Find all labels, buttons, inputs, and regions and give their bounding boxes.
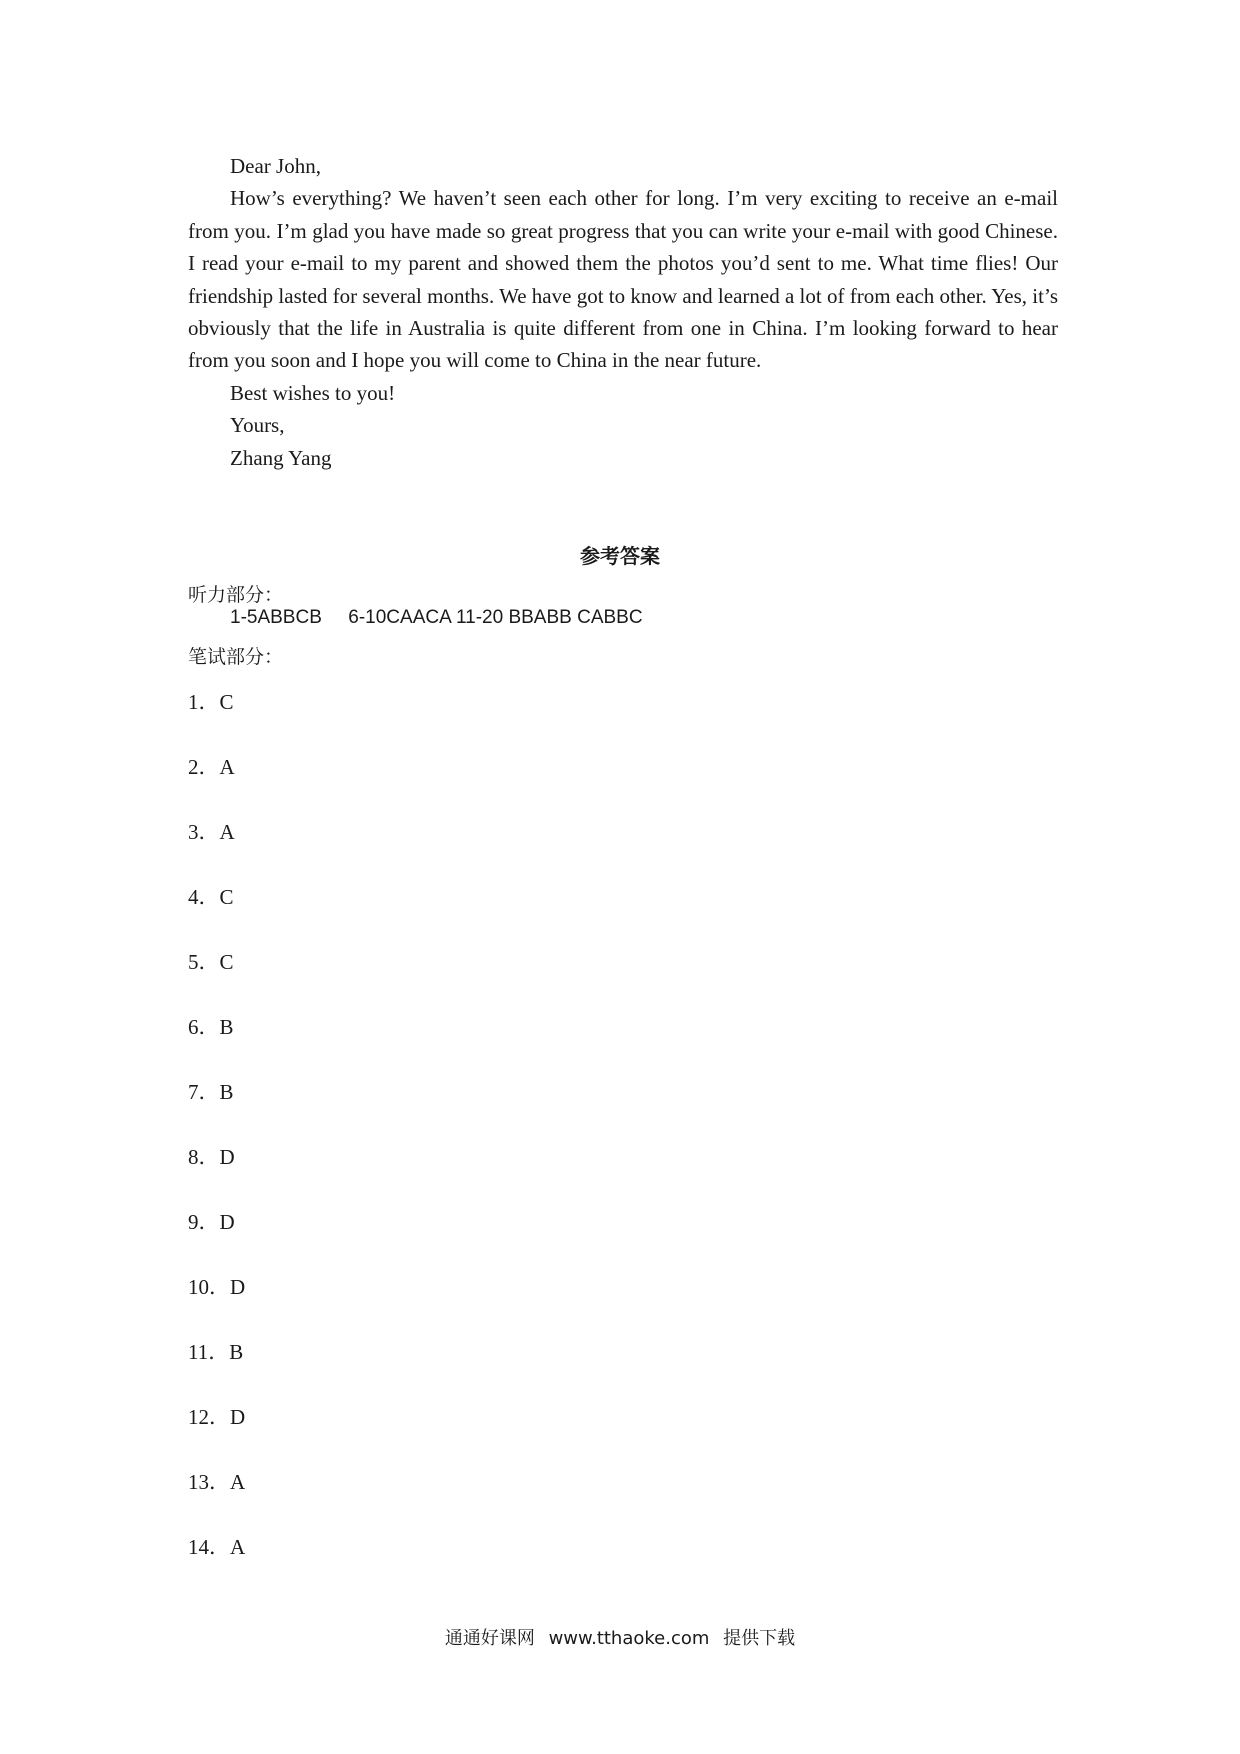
letter-greeting: Dear John, (230, 154, 321, 178)
answer-item: 11．B (188, 1340, 244, 1364)
listening-answers: 1-5ABBCB 6-10CAACA 11-20 BBABB CABBC (230, 607, 643, 628)
answer-item: 9．D (188, 1210, 235, 1234)
letter-signature: Zhang Yang (230, 445, 332, 470)
answer-item: 1．C (188, 690, 234, 714)
footer-site-name: 通通好课网 (444, 1628, 535, 1649)
answer-item: 3．A (188, 820, 235, 844)
letter-body: How’s everything? We haven’t seen each other for long. I’m very exciting to receive an e-mail from you. I’m glad you have made so great progress that you can write your e-mail with good Chinese. I read your e-mail to my parent and showed them the photos you’d sent to me. What time flies! Our friendship lasted for several months. We have got to know and learned a lot of from each other. Yes, it’s obviously that the life in Australia is quite different from one in China. I’m looking forward to hear from you soon and I hope you will come to China in the near future. (188, 186, 1058, 373)
answer-item: 2．A (188, 755, 235, 779)
footer-url: www.tthaoke.com (548, 1628, 710, 1649)
answer-item: 14．A (188, 1535, 246, 1559)
letter (188, 150, 1058, 474)
answer-item: 5．C (188, 950, 234, 974)
answer-item: 12．D (188, 1405, 246, 1429)
letter-signoff: Yours, (230, 413, 285, 438)
answer-item: 8．D (188, 1145, 235, 1169)
answer-item: 6．B (188, 1015, 234, 1039)
answers-title: 参考答案 (580, 544, 660, 568)
answer-item: 4．C (188, 885, 234, 909)
listening-section-label: 听力部分： (188, 584, 284, 606)
footer-suffix: 提供下载 (723, 1628, 796, 1649)
written-answer-list (188, 688, 245, 1598)
written-section-label: 笔试部分： (188, 646, 284, 668)
page-footer (0, 1624, 1240, 1650)
letter-closing-wish: Best wishes to you! (230, 380, 396, 405)
answer-item: 10．D (188, 1275, 246, 1299)
answer-item: 13．A (188, 1470, 246, 1494)
answer-item: 7．B (188, 1080, 234, 1104)
